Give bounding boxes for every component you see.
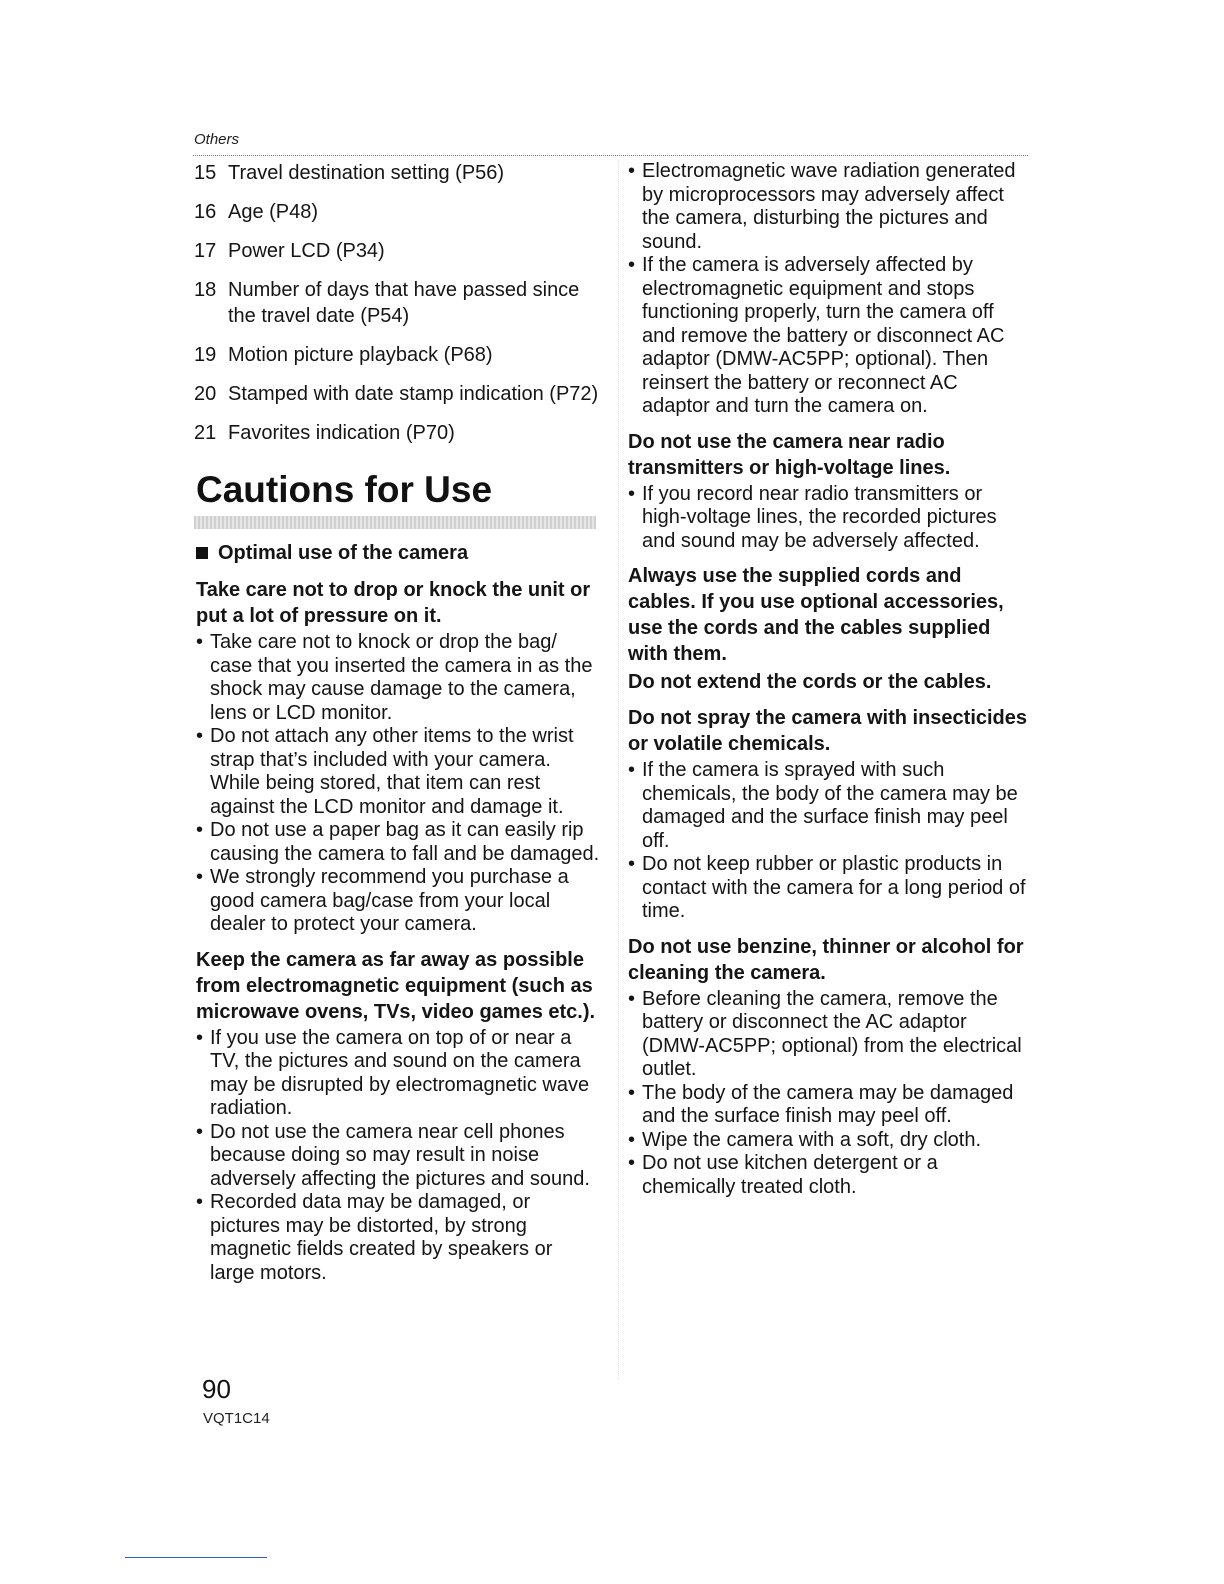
caution-heading-cords: Always use the supplied cords and cables. If you use optional accessories, use the cords and the cables supplied with them. xyxy=(628,565,1004,665)
bullet-icon: • xyxy=(628,1128,636,1151)
list-item xyxy=(626,759,1031,853)
bullet-text: If you record near radio transmitters or high-voltage lines, the recorded pictures and sound may be adversely affected. xyxy=(642,482,997,552)
section-label: Others xyxy=(194,131,240,148)
bullet-icon: • xyxy=(196,631,204,653)
item-number: 19 xyxy=(194,344,217,366)
caution-heading-radio: Do not use the camera near radio transmitters or high-voltage lines. xyxy=(628,430,951,479)
list-item xyxy=(626,1129,1031,1153)
item-number: 18 xyxy=(194,279,217,301)
bottom-link-underline xyxy=(125,1557,267,1558)
bullet-icon: • xyxy=(628,482,636,505)
item-number: 15 xyxy=(194,162,217,184)
list-item xyxy=(194,342,602,368)
right-column xyxy=(626,160,1031,1207)
item-number: 20 xyxy=(194,383,217,405)
bullet-text: Do not keep rubber or plastic products in contact with the camera for a long period of time. xyxy=(642,853,1026,922)
bullet-list-radio xyxy=(626,483,1031,554)
item-text: Favorites indication (P70) xyxy=(228,422,455,444)
header-rule xyxy=(193,155,1028,156)
list-item xyxy=(626,483,1031,554)
bullet-icon: • xyxy=(196,1120,204,1143)
bullet-text: Do not attach any other items to the wrist strap that’s included with your camera. While being stored, that item can rest against the LCD monitor and damage it. xyxy=(210,725,574,818)
bullet-list-spray xyxy=(626,759,1031,924)
list-item xyxy=(194,631,602,725)
list-item xyxy=(626,254,1031,419)
column-divider xyxy=(618,160,619,1380)
item-text: Stamped with date stamp indication (P72) xyxy=(228,383,599,405)
item-text: Power LCD (P34) xyxy=(228,240,385,262)
item-number: 21 xyxy=(194,422,217,444)
model-code: VQT1C14 xyxy=(203,1410,270,1427)
list-item xyxy=(194,199,602,225)
bullet-icon: • xyxy=(628,853,636,875)
list-item xyxy=(194,725,602,819)
bullet-icon: • xyxy=(628,987,636,1010)
list-item xyxy=(194,1121,602,1192)
bullet-text: Do not use the camera near cell phones because doing so may result in noise adversely affecting the pictures and sound. xyxy=(210,1120,590,1190)
bullet-text: Recorded data may be damaged, or pictures may be distorted, by strong magnetic fields created by speakers or large motors. xyxy=(210,1191,553,1284)
caution-heading-drop: Take care not to drop or knock the unit or put a lot of pressure on it. xyxy=(196,579,591,627)
bullet-text: Do not use a paper bag as it can easily rip causing the camera to fall and be damaged. xyxy=(210,819,600,865)
bullet-icon: • xyxy=(628,160,636,182)
list-item xyxy=(626,1152,1031,1199)
bullet-icon: • xyxy=(196,819,204,841)
bullet-text: If the camera is adversely affected by electromagnetic equipment and stops functioning properly, turn the camera off and remove the battery or disconnect AC adaptor (DMW-AC5PP; optional). Then reinsert the battery or reconnect AC adaptor and turn the camera on. xyxy=(642,254,1005,417)
bullet-list-electromagnetic xyxy=(194,1027,602,1286)
list-item xyxy=(194,238,602,264)
bullet-icon: • xyxy=(196,725,204,747)
caution-heading-cleaning: Do not use benzine, thinner or alcohol for cleaning the camera. xyxy=(628,935,1024,984)
numbered-list xyxy=(194,160,602,446)
bullet-icon: • xyxy=(628,1152,636,1174)
item-number: 16 xyxy=(194,201,217,223)
bullet-icon: • xyxy=(196,1191,204,1213)
item-text: Motion picture playback (P68) xyxy=(228,344,493,366)
caution-heading-electromagnetic: Keep the camera as far away as possible from electromagnetic equipment (such as microwave ovens, TVs, video games etc.). xyxy=(196,948,596,1023)
bullet-text: If the camera is sprayed with such chemicals, the body of the camera may be damaged and the surface finish may peel off. xyxy=(642,759,1018,852)
caution-heading-cords-extend: Do not extend the cords or the cables. xyxy=(628,671,992,693)
list-item xyxy=(194,381,602,407)
bullet-icon: • xyxy=(196,866,204,888)
list-item xyxy=(626,1082,1031,1129)
title-underline-bar xyxy=(194,516,596,529)
left-column xyxy=(194,160,602,1293)
square-bullet-icon xyxy=(196,547,208,559)
bullet-icon: • xyxy=(628,254,636,276)
list-item xyxy=(626,988,1031,1082)
bullet-text: If you use the camera on top of or near a TV, the pictures and sound on the camera may be disrupted by electromagnetic wave radiation. xyxy=(210,1026,590,1119)
bullet-text: Do not use kitchen detergent or a chemically treated cloth. xyxy=(642,1152,938,1198)
list-item xyxy=(194,819,602,866)
bullet-text: Electromagnetic wave radiation generated by microprocessors may adversely affect the camera, disturbing the pictures and sound. xyxy=(642,160,1016,253)
list-item xyxy=(626,853,1031,924)
bullet-icon: • xyxy=(628,1081,636,1104)
item-text: Age (P48) xyxy=(228,201,319,223)
bullet-icon: • xyxy=(628,759,636,781)
list-item xyxy=(626,160,1031,254)
caution-heading-spray: Do not spray the camera with insecticides or volatile chemicals. xyxy=(628,707,1028,755)
list-item xyxy=(194,1191,602,1285)
bullet-text: Before cleaning the camera, remove the battery or disconnect the AC adaptor (DMW-AC5PP; optional) from the electrical outlet. xyxy=(642,987,1022,1080)
list-item xyxy=(194,160,602,186)
page-title: Cautions for Use xyxy=(196,469,493,510)
bullet-text: The body of the camera may be damaged and the surface finish may peel off. xyxy=(642,1081,1014,1127)
bullet-text: Take care not to knock or drop the bag/ case that you inserted the camera in as the shock may cause damage to the camera, lens or LCD monitor. xyxy=(210,631,593,724)
item-text: Travel destination setting (P56) xyxy=(228,162,505,184)
bullet-text: Wipe the camera with a soft, dry cloth. xyxy=(642,1128,982,1151)
list-item xyxy=(194,1027,602,1121)
subsection-heading xyxy=(196,541,602,565)
list-item xyxy=(194,277,602,329)
list-item xyxy=(194,866,602,937)
bullet-icon: • xyxy=(196,1026,204,1049)
bullet-list-drop xyxy=(194,631,602,937)
subsection-label: Optimal use of the camera xyxy=(218,542,469,564)
bullet-list-cleaning xyxy=(626,988,1031,1200)
bullet-list-intro xyxy=(626,160,1031,419)
item-text: Number of days that have passed since the travel date (P54) xyxy=(228,279,580,327)
page-number: 90 xyxy=(202,1374,231,1404)
item-number: 17 xyxy=(194,240,217,262)
list-item xyxy=(194,420,602,446)
bullet-text: We strongly recommend you purchase a good camera bag/case from your local dealer to protect your camera. xyxy=(210,866,569,935)
